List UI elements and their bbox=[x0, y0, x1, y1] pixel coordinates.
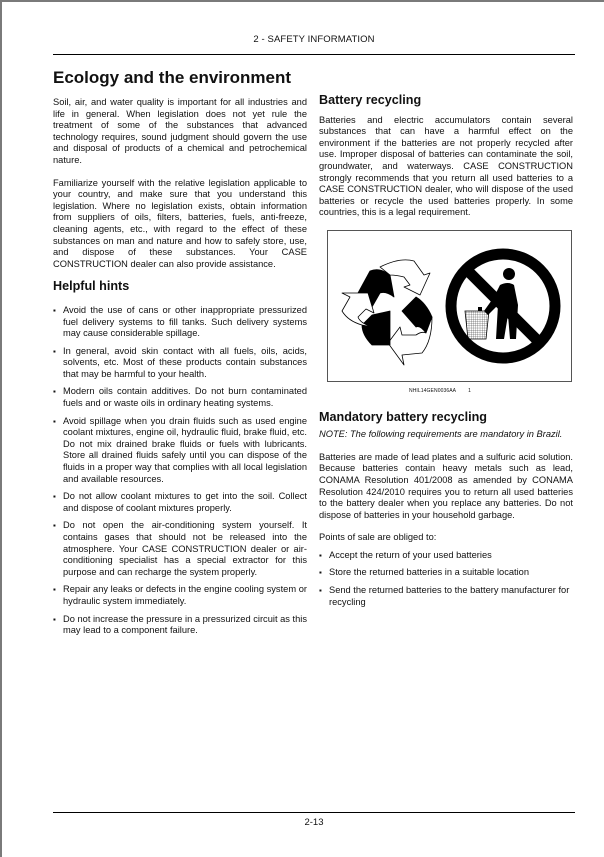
helpful-hints-heading: Helpful hints bbox=[53, 279, 130, 294]
left-column bbox=[53, 97, 307, 643]
bullet-icon: ▪ bbox=[53, 492, 56, 502]
list-item: ▪ Avoid the use of cans or other inappropriate pressurized fuel delivery systems to fill tanks. Such delivery systems may cause considerable spillage. bbox=[53, 304, 307, 339]
bullet-icon: ▪ bbox=[319, 586, 322, 596]
list-item: ▪ Modern oils contain additives. Do not burn contaminated fuels and or waste oils in ordinary heating systems. bbox=[53, 386, 307, 409]
page-frame-top bbox=[0, 0, 604, 2]
mandatory-paragraph: Batteries are made of lead plates and a sulfuric acid solution. Because batteries contain heavy metals such as lead, CONAMA Resolution 401/2008 as amended by CONAMA Resolution 424/2010 requires you to return all used batteries to the battery dealer when you replace any batteries. Do not dispose of batteries in your household garbage. bbox=[319, 451, 573, 520]
figure-number: 1 bbox=[468, 387, 471, 394]
bullet-icon: ▪ bbox=[53, 305, 56, 315]
list-item: ▪ Store the returned batteries in a suitable location bbox=[319, 567, 530, 578]
intro-paragraph: Soil, air, and water quality is important for all industries and life in general. When legislation does not yet rule the treatment of some of the substances that advanced technology requires, sound judgment should govern the use and disposal of products of a chemical and petrochemical nature. bbox=[53, 97, 307, 165]
list-item: ▪ In general, avoid skin contact with all fuels, oils, acids, solvents, etc. Most of these products contain substances that may be harmful to your health. bbox=[53, 345, 307, 379]
figure-caption bbox=[319, 386, 573, 398]
figure-illustration bbox=[328, 231, 571, 381]
battery-figure bbox=[327, 230, 572, 382]
list-item: ▪ Do not open the air-conditioning system yourself. It contains gases that should not be released into the atmosphere. Your CASE CONSTRUCTION dealer or air-conditioning specialist has a special extractor for this purpose and can recharge the system properly. bbox=[53, 520, 307, 577]
list-item: ▪ Repair any leaks or defects in the engine cooling system or hydraulic system immediately. bbox=[53, 584, 307, 606]
mandatory-recycling-heading: Mandatory battery recycling bbox=[319, 409, 487, 424]
no-littering-icon bbox=[451, 254, 555, 358]
recycle-icon bbox=[342, 260, 432, 365]
page-frame-left bbox=[0, 0, 2, 857]
list-item: ▪ Avoid spillage when you drain fluids such as used engine coolant mixtures, engine oil, hydraulic fluid, brake fluid, etc. Do not mix drained brake fluids or fuels with lubricants. Store all drained fluids safely until you can dispose of the fluids in a proper way that complies with all local legislation and available resources. bbox=[53, 415, 307, 484]
bullet-icon: ▪ bbox=[53, 585, 56, 595]
bullet-icon: ▪ bbox=[53, 614, 56, 624]
legislation-paragraph: Familiarize yourself with the relative legislation applicable to your country, and make sure that you understand this legislation. Where no legislation exists, obtain information from suppliers of oils, filters, batteries, fuels, anti-freeze, cleaning agents, etc., with regard to the effect of these substances on man and nature and how to safely store, use, and dispose of these substances. Your CASE CONSTRUCTION dealer can also provide assistance. bbox=[53, 177, 307, 269]
bullet-icon: ▪ bbox=[53, 416, 56, 426]
bullet-icon: ▪ bbox=[53, 521, 56, 531]
bullet-icon: ▪ bbox=[53, 346, 56, 356]
battery-recycling-heading: Battery recycling bbox=[319, 93, 422, 107]
bullet-icon: ▪ bbox=[53, 387, 56, 397]
figure-code: NHIL14GEN0036AA bbox=[409, 387, 457, 394]
helpful-hints-list bbox=[53, 305, 307, 637]
right-column bbox=[319, 95, 573, 614]
bullet-icon: ▪ bbox=[319, 568, 322, 578]
points-list bbox=[319, 550, 573, 608]
header-rule bbox=[53, 54, 575, 55]
list-item: ▪ Do not increase the pressure in a pressurized circuit as this may lead to a component failure. bbox=[53, 613, 307, 636]
footer-rule bbox=[53, 812, 575, 813]
list-item: ▪ Send the returned batteries to the battery manufacturer for recycling bbox=[319, 585, 570, 607]
page-title: Ecology and the environment bbox=[53, 68, 292, 87]
bullet-icon: ▪ bbox=[319, 550, 322, 560]
list-item: ▪ Accept the return of your used batteries bbox=[319, 549, 492, 560]
brazil-note: NOTE: The following requirements are mandatory in Brazil. bbox=[319, 429, 563, 440]
running-header: 2 - SAFETY INFORMATION bbox=[253, 34, 375, 45]
page-number: 2-13 bbox=[304, 817, 324, 828]
points-intro: Points of sale are obliged to: bbox=[319, 532, 437, 543]
list-item: ▪ Do not allow coolant mixtures to get into the soil. Collect and dispose of coolant mixtures properly. bbox=[53, 491, 307, 513]
battery-paragraph: Batteries and electric accumulators contain several substances that can have a harmful effect on the environment if the batteries are not properly recycled after use. Improper disposal of batteries can contaminate the soil, groundwater, and waterways. CASE CONSTRUCTION strongly recommends that you return all used batteries to a CASE CONSTRUCTION dealer, who will dispose of the used batteries or recycle the used batteries properly. In some countries, this is a legal requirement. bbox=[319, 114, 573, 218]
